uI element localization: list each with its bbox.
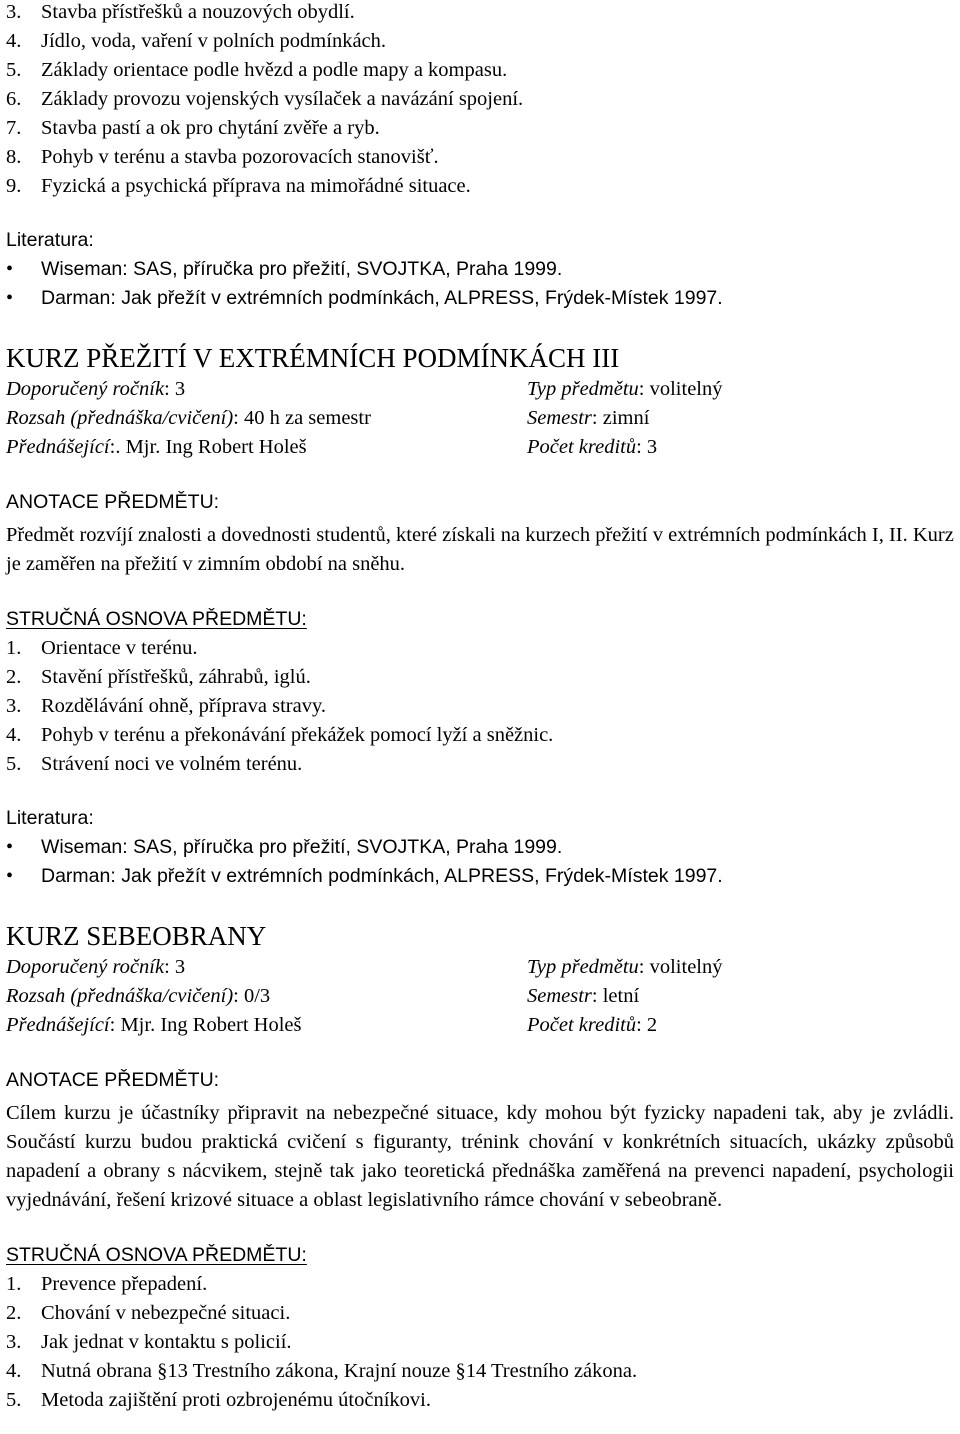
course-semester: Semestr: letní bbox=[527, 985, 640, 1007]
bullet-icon: • bbox=[6, 287, 14, 309]
outline-heading: STRUČNÁ OSNOVA PŘEDMĚTU: bbox=[6, 1244, 307, 1266]
list-item: 5. Strávení noci ve volném terénu. bbox=[6, 753, 303, 775]
list-item: • Darman: Jak přežít v extrémních podmínkách, ALPRESS, Frýdek-Místek 1997. bbox=[6, 284, 954, 313]
course-credits: Počet kreditů: 2 bbox=[527, 1014, 658, 1036]
course2-outline-list bbox=[6, 634, 954, 779]
document-page bbox=[6, 0, 954, 1415]
list-item: 4. Pohyb v terénu a překonávání překážek pomocí lyží a sněžnic. bbox=[6, 724, 554, 746]
course-lecturer: Přednášející:. Mjr. Ing Robert Holeš bbox=[6, 436, 307, 458]
annotation-text: Cílem kurzu je účastníky připravit na nebezpečné situace, kdy mohou být fyzicky napadeni tak, aby je zvládli. Součástí kurzu budou praktická cvičení s figuranty, trénink chování v konkrétních situacích, ukázky způsobů napadení a obrany s nácvikem, stejně tak jako teoretická přednáška zaměřená na prevenci napadení, psychologii vyjednávání, řešení krizové situace a oblast legislativního rámce chování v sebeobraně. bbox=[6, 1102, 954, 1211]
list-item: 7. Stavba pastí a ok pro chytání zvěře a ryb. bbox=[6, 117, 380, 139]
list-item: 3. Rozdělávání ohně, příprava stravy. bbox=[6, 695, 326, 717]
list-item: 4. Nutná obrana §13 Trestního zákona, Krajní nouze §14 Trestního zákona. bbox=[6, 1360, 638, 1382]
list-item: • Wiseman: SAS, příručka pro přežití, SVOJTKA, Praha 1999. bbox=[6, 255, 954, 284]
annotation-text: Předmět rozvíjí znalosti a dovednosti studentů, které získali na kurzech přežití v extrémních podmínkách I, II. Kurz je zaměřen na přežití v zimním období na sněhu. bbox=[6, 524, 954, 575]
course3-outline-list bbox=[6, 1270, 954, 1415]
course2-literature-list bbox=[6, 833, 954, 891]
course-type: Typ předmětu: volitelný bbox=[527, 956, 723, 978]
bullet-icon: • bbox=[6, 836, 14, 858]
list-item: 3. Jak jednat v kontaktu s policií. bbox=[6, 1331, 292, 1353]
list-item: • Wiseman: SAS, příručka pro přežití, SVOJTKA, Praha 1999. bbox=[6, 833, 954, 862]
recommended-year: Doporučený ročník: 3 bbox=[6, 378, 186, 400]
list-item: • Darman: Jak přežít v extrémních podmínkách, ALPRESS, Frýdek-Místek 1997. bbox=[6, 862, 954, 891]
annotation-heading: ANOTACE PŘEDMĚTU: bbox=[6, 1069, 220, 1091]
list-item: 8. Pohyb v terénu a stavba pozorovacích stanovišť. bbox=[6, 146, 439, 168]
bullet-icon: • bbox=[6, 865, 14, 887]
course-type: Typ předmětu: volitelný bbox=[527, 378, 723, 400]
list-item: 6. Základy provozu vojenských vysílaček a navázání spojení. bbox=[6, 88, 524, 110]
literature-heading: Literatura: bbox=[6, 807, 94, 829]
course2-info bbox=[6, 375, 954, 462]
course-credits: Počet kreditů: 3 bbox=[527, 436, 658, 458]
list-item: 9. Fyzická a psychická příprava na mimořádné situace. bbox=[6, 175, 471, 197]
outline-heading: STRUČNÁ OSNOVA PŘEDMĚTU: bbox=[6, 608, 307, 630]
literature-heading: Literatura: bbox=[6, 229, 94, 251]
course-title: KURZ SEBEOBRANY bbox=[6, 921, 267, 951]
course3-info bbox=[6, 953, 954, 1040]
list-item: 5. Metoda zajištění proti ozbrojenému útočníkovi. bbox=[6, 1389, 431, 1411]
bullet-icon: • bbox=[6, 258, 14, 280]
list-item: 1. Prevence přepadení. bbox=[6, 1273, 208, 1295]
list-item: 4. Jídlo, voda, vaření v polních podmínkách. bbox=[6, 30, 387, 52]
course-scope: Rozsah (přednáška/cvičení): 40 h za semestr bbox=[6, 407, 371, 429]
list-item: 2. Chování v nebezpečné situaci. bbox=[6, 1302, 291, 1324]
course-lecturer: Přednášející: Mjr. Ing Robert Holeš bbox=[6, 1014, 302, 1036]
course1-literature-list bbox=[6, 255, 954, 313]
list-item: 3. Stavba přístřešků a nouzových obydlí. bbox=[6, 1, 355, 23]
course-semester: Semestr: zimní bbox=[527, 407, 650, 429]
list-item: 1. Orientace v terénu. bbox=[6, 637, 198, 659]
list-item: 5. Základy orientace podle hvězd a podle mapy a kompasu. bbox=[6, 59, 508, 81]
course-title: KURZ PŘEŽITÍ V EXTRÉMNÍCH PODMÍNKÁCH III bbox=[6, 343, 620, 373]
list-item: 2. Stavění přístřešků, záhrabů, iglú. bbox=[6, 666, 311, 688]
annotation-heading: ANOTACE PŘEDMĚTU: bbox=[6, 491, 220, 513]
course-scope: Rozsah (přednáška/cvičení): 0/3 bbox=[6, 985, 271, 1007]
recommended-year: Doporučený ročník: 3 bbox=[6, 956, 186, 978]
course1-outline-list bbox=[6, 0, 954, 201]
